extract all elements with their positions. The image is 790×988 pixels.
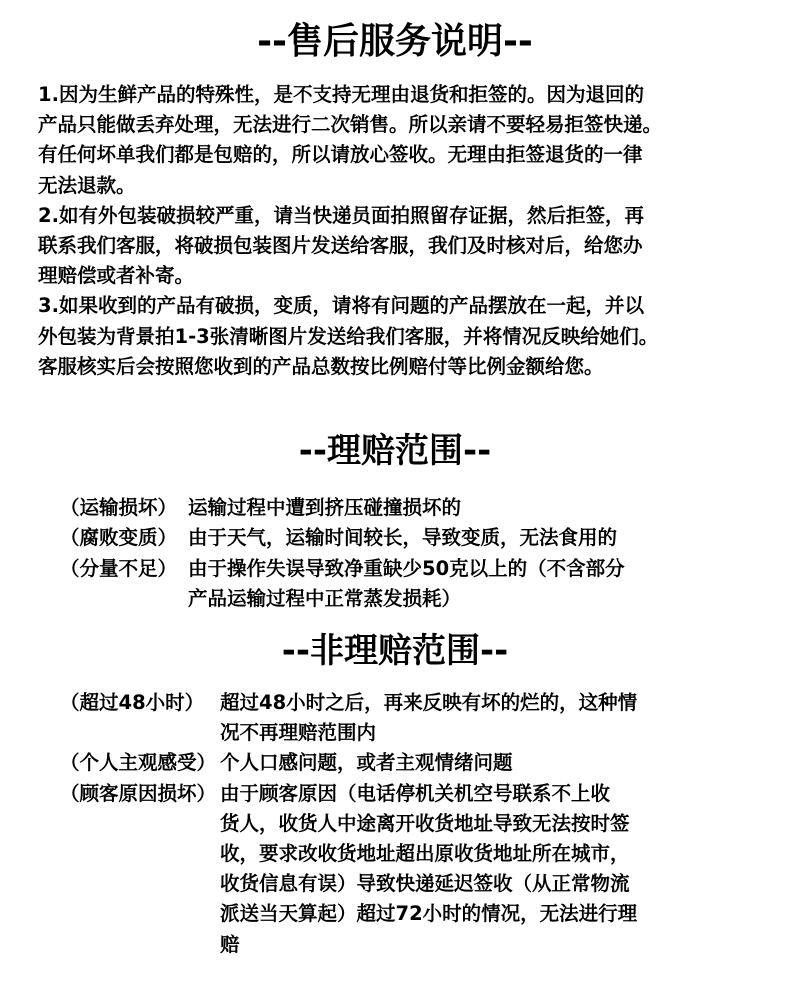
claim-item-text [188,523,625,553]
claim-item-line: 运输过程中遭到挤压碰撞损坏的 [188,496,462,519]
intro-line: 3.如果收到的产品有破损，变质，请将有问题的产品摆放在一起，并以 [38,294,644,318]
non-claim-item [60,688,637,748]
non-claim-item-line: 货人，收货人中途离开收货地址导致无法按时签 [220,811,630,835]
claim-item [60,493,625,523]
page-title: --售后服务说明-- [257,21,533,62]
non-claim-item [60,748,637,778]
claim-item-line: 由于操作失误导致净重缺少50克以上的（不含部分 [188,556,625,580]
intro-line: 2.如有外包装破损较严重，请当快递员面拍照留存证据，然后拒签，再 [38,203,644,227]
claim-item-label: （分量不足） [60,556,178,580]
intro-line: 外包装为背景拍1-3张清晰图片发送给我们客服，并将情况反映给她们。 [38,324,659,348]
non-claim-item [60,779,637,960]
non-claim-item-line: 收，要求改收货地址超出原收货地址所在城市， [220,842,630,866]
intro-line: 客服核实后会按照您收到的产品总数按比例赔付等比例金额给您。 [38,354,604,378]
non-claim-item-text [220,779,637,960]
intro-line: 联系我们客服，将破损包装图片发送给客服，我们及时核对后，给您办 [38,234,643,258]
non-claim-item-label: （超过48小时） [60,691,205,714]
claim-item-label: （运输损坏） [60,496,178,519]
intro-line: 产品只能做丢弃处理，无法进行二次销售。所以亲请不要轻易拒签快递。 [38,113,663,137]
claim-item-label: （腐败变质） [60,526,178,550]
intro-line: 有任何坏单我们都是包赔的，所以请放心签收。无理由拒签退货的一律 [38,143,643,167]
non-claim-item-line: 收货信息有误）导致快递延迟签收（从正常物流 [220,872,630,896]
non-claim-item-line: 由于顾客原因（电话停机关机空号联系不上收 [220,781,611,805]
non-claim-scope-list [60,688,637,960]
non-claim-scope-heading: --非理赔范围-- [281,631,509,671]
non-claim-item-line: 派送当天算起）超过72小时的情况，无法进行理 [220,902,638,926]
non-claim-item-label: （个人主观感受） [60,751,217,775]
claim-scope-heading: --理赔范围-- [298,431,492,471]
non-claim-item-line: 赔 [220,932,240,956]
claim-item [60,523,625,553]
non-claim-item-line: 超过48小时之后，再来反映有坏的烂的，这种情 [220,691,638,714]
intro-line: 1.因为生鲜产品的特殊性，是不支持无理由退货和拒签的。因为退回的 [38,83,644,106]
intro-line: 理赔偿或者补寄。 [38,264,195,288]
intro-paragraphs [38,80,768,382]
non-claim-item-line: 况不再理赔范围内 [220,721,377,745]
claim-item-line: 由于天气，运输时间较长，导致变质，无法食用的 [188,526,618,550]
claim-item-text [188,554,625,615]
non-claim-item-text [220,688,637,748]
intro-line: 无法退款。 [38,173,136,197]
non-claim-item-label: （顾客原因损坏） [60,781,217,805]
claim-scope-list [60,493,625,614]
claim-item-text [188,493,625,523]
non-claim-item-text [220,748,637,778]
non-claim-item-line: 个人口感问题，或者主观情绪问题 [220,751,513,775]
claim-item-line: 产品运输过程中正常蒸发损耗） [188,586,462,610]
claim-item [60,554,625,615]
